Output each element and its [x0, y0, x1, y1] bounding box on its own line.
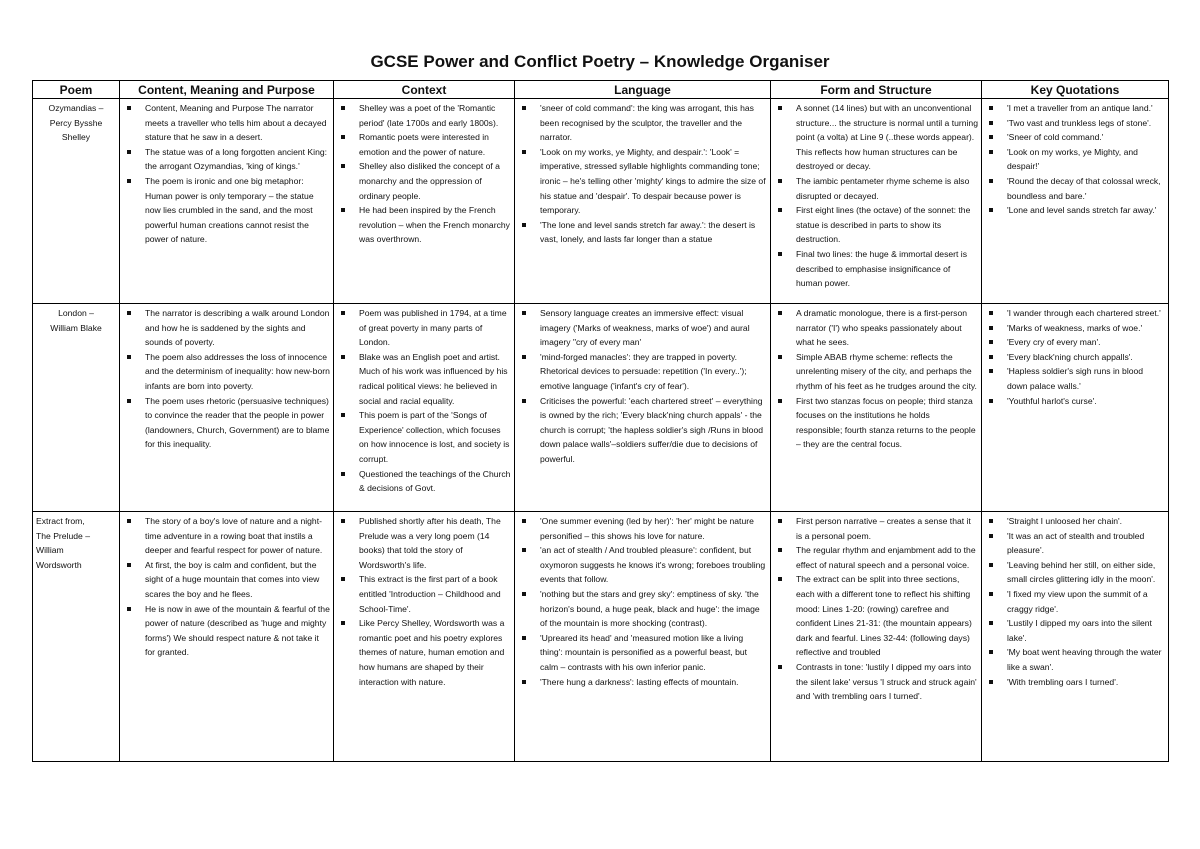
poem-name-cell: [33, 512, 120, 762]
language-item-list: [518, 514, 767, 689]
quotation-item-list: [985, 101, 1165, 218]
context-item: Published shortly after his death, The Prelude was a very long poem (14 books) that told the story of Wordsworth's life.: [337, 514, 511, 572]
language-item-list: [518, 101, 767, 247]
language-cell: [515, 304, 771, 512]
quotation-item: 'Sneer of cold command.': [985, 130, 1165, 145]
poem-name-line: Ozymandias –: [48, 103, 104, 113]
context-item-list: [337, 514, 511, 689]
poem-name-line: William Blake: [50, 322, 102, 333]
form-item: Final two lines: the huge & immortal desert is described to emphasise insignificance of human power.: [774, 247, 978, 291]
poem-name: [36, 306, 116, 335]
form-item: Simple ABAB rhyme scheme: reflects the unrelenting misery of the city, and perhaps the rhythm of his feet as he trudges around the city.: [774, 350, 978, 394]
form-item: A dramatic monologue, there is a first-person narrator ('I') who speaks passionately about what he sees.: [774, 306, 978, 350]
table-row: [33, 304, 1169, 512]
context-cell: [334, 304, 515, 512]
language-item: 'an act of stealth / And troubled pleasure': confident, but oxymoron suggests he knows it's wrong; foreboes troubling events that follow.: [518, 543, 767, 587]
header-quotations: Key Quotations: [982, 81, 1169, 99]
context-item: Shelley also disliked the concept of a monarchy and the oppression of ordinary people.: [337, 159, 511, 203]
quotation-item: 'I wander through each chartered street.': [985, 306, 1165, 321]
content-item: The story of a boy's love of nature and a night-time adventure in a rowing boat that instils a deeper and fearful respect for power of nature.: [123, 514, 330, 558]
context-cell: [334, 512, 515, 762]
header-content: Content, Meaning and Purpose: [120, 81, 334, 99]
knowledge-organiser-table: [32, 80, 1169, 762]
header-row: [33, 81, 1169, 99]
content-item: The poem uses rhetoric (persuasive techniques) to convince the reader that the people in power (landowners, Church, Government) are to blame for this inequality.: [123, 394, 330, 452]
content-cell: [120, 512, 334, 762]
header-poem: Poem: [33, 81, 120, 99]
context-item: Shelley was a poet of the 'Romantic period' (late 1700s and early 1800s).: [337, 101, 511, 130]
context-item: Questioned the teachings of the Church & decisions of Govt.: [337, 467, 511, 496]
form-cell: [771, 99, 982, 304]
quotation-item-list: [985, 306, 1165, 408]
poem-name-line: William: [36, 545, 64, 556]
quotation-item: 'I met a traveller from an antique land.': [985, 101, 1165, 116]
context-item: This poem is part of the 'Songs of Experience' collection, which focuses on how innocence is lost, and society is corrupt.: [337, 408, 511, 466]
quotation-item: 'Every black'ning church appalls'.: [985, 350, 1165, 365]
form-item: The iambic pentameter rhyme scheme is also disrupted or decayed.: [774, 174, 978, 203]
table-row: [33, 99, 1169, 304]
context-item: Like Percy Shelley, Wordsworth was a romantic poet and his poetry explores themes of nature, human emotion and how humans are shaped by their interaction with nature.: [337, 616, 511, 689]
form-item: The regular rhythm and enjambment add to the effect of natural speech and a personal voice.: [774, 543, 978, 572]
content-item: Content, Meaning and Purpose The narrator meets a traveller who tells him about a decayed stature that he saw in a desert.: [123, 101, 330, 145]
context-item: He had been inspired by the French revolution – when the French monarchy was overthrown.: [337, 203, 511, 247]
content-cell: [120, 99, 334, 304]
quotation-item: 'My boat went heaving through the water like a swan'.: [985, 645, 1165, 674]
content-item: The poem also addresses the loss of innocence and the determinism of inequality: how new-born infants are born into poverty.: [123, 350, 330, 394]
quotation-item: 'Lone and level sands stretch far away.': [985, 203, 1165, 218]
form-item-list: [774, 514, 978, 704]
quotation-item: 'I fixed my view upon the summit of a craggy ridge'.: [985, 587, 1165, 616]
form-item: First eight lines (the octave) of the sonnet: the statue is described in parts to show its destruction.: [774, 203, 978, 247]
language-item: 'Look on my works, ye Mighty, and despair.': 'Look' = imperative, stressed syllable highlights commanding tone; ironic – he's telling other 'mighty' kings to admire the size of his statue and 'despair'. To despair because power is temporary.: [518, 145, 767, 218]
content-item-list: [123, 101, 330, 247]
context-item-list: [337, 306, 511, 496]
context-item: Poem was published in 1794, at a time of great poverty in many parts of London.: [337, 306, 511, 350]
content-item: The poem is ironic and one big metaphor: Human power is only temporary – the statue now lies crumbled in the sand, and the most powerful human creations cannot resist the power of nature.: [123, 174, 330, 247]
form-item: A sonnet (14 lines) but with an unconventional structure... the structure is normal until a turning point (a volta) at Line 9 (..these words appear). This reflects how human structures can be destroyed or decay.: [774, 101, 978, 174]
page-title: GCSE Power and Conflict Poetry – Knowledge Organiser: [370, 52, 830, 71]
form-cell: [771, 304, 982, 512]
form-item: First person narrative – creates a sense that it is a personal poem.: [774, 514, 978, 543]
form-item: Contrasts in tone: 'lustily I dipped my oars into the silent lake' versus 'I struck and struck again' and 'with trembling oars I turned'.: [774, 660, 978, 704]
language-item: 'The lone and level sands stretch far away.': the desert is vast, lonely, and lasts far longer than a statue: [518, 218, 767, 247]
quotation-item: 'Two vast and trunkless legs of stone'.: [985, 116, 1165, 131]
language-cell: [515, 99, 771, 304]
content-item: The statue was of a long forgotten ancient King: the arrogant Ozymandias, 'king of kings.': [123, 145, 330, 174]
poem-name-line: London –: [58, 308, 94, 318]
language-item: 'One summer evening (led by her)': 'her' might be nature personified – this shows his love for nature.: [518, 514, 767, 543]
poem-name-line: Extract from,: [36, 516, 85, 526]
poem-name-line: The Prelude –: [36, 530, 90, 541]
content-item-list: [123, 306, 330, 452]
quotation-item-list: [985, 514, 1165, 689]
header-context: Context: [334, 81, 515, 99]
poem-name: [36, 101, 116, 145]
form-cell: [771, 512, 982, 762]
poem-name: [36, 514, 116, 572]
language-item: 'Upreared its head' and 'measured motion like a living thing': mountain is personified as a powerful beast, but calm – contrasts with his own inferior panic.: [518, 631, 767, 675]
language-item: 'mind-forged manacles': they are trapped in poverty. Rhetorical devices to persuade: repetition ('In every..'); emotive language ('infant's cry of fear').: [518, 350, 767, 394]
quotation-item: 'Leaving behind her still, on either side, small circles glittering idly in the moon'.: [985, 558, 1165, 587]
content-item: He is now in awe of the mountain & fearful of the power of nature (described as 'huge and mighty forms') We should respect nature & not take it for granted.: [123, 602, 330, 660]
language-item: 'nothing but the stars and grey sky': emptiness of sky. 'the horizon's bound, a huge peak, black and huge': the image of the mountain is more shocking (contrast).: [518, 587, 767, 631]
quotation-item: 'Marks of weakness, marks of woe.': [985, 321, 1165, 336]
quotation-item: 'Look on my works, ye Mighty, and despair!': [985, 145, 1165, 174]
quotation-item: 'Straight I unloosed her chain'.: [985, 514, 1165, 529]
form-item: First two stanzas focus on people; third stanza focuses on the institutions he holds responsible; fourth stanza returns to the people – they are the central focus.: [774, 394, 978, 452]
quotations-cell: [982, 99, 1169, 304]
poem-name-line: Percy Bysshe: [49, 117, 103, 128]
form-item: The extract can be split into three sections, each with a different tone to reflect his shifting mood: Lines 1-20: (rowing) carefree and confident Lines 21-31: (the mountain appears) dark and fearful. Lines 32-44: (following days) reflective and troubled: [774, 572, 978, 660]
language-cell: [515, 512, 771, 762]
quotation-item: 'With trembling oars I turned'.: [985, 675, 1165, 690]
content-item: At first, the boy is calm and confident, but the sight of a huge mountain that comes into view scares the boy and he flees.: [123, 558, 330, 602]
quotations-cell: [982, 304, 1169, 512]
quotation-item: 'Round the decay of that colossal wreck, boundless and bare.': [985, 174, 1165, 203]
header-form: Form and Structure: [771, 81, 982, 99]
quotations-cell: [982, 512, 1169, 762]
language-item: Criticises the powerful: 'each chartered street' – everything is owned by the rich; 'Every black'ning church appals' - the church is corrupt; 'the hapless soldier's sigh /Runs in blood down palace walls'–soldiers suffer/die due to decisions of powerful.: [518, 394, 767, 467]
header-language: Language: [515, 81, 771, 99]
poem-name-cell: [33, 304, 120, 512]
language-item-list: [518, 306, 767, 467]
form-item-list: [774, 306, 978, 452]
context-item: Blake was an English poet and artist. Much of his work was influenced by his radical political views: he believed in social and racial equality.: [337, 350, 511, 408]
content-cell: [120, 304, 334, 512]
language-item: Sensory language creates an immersive effect: visual imagery ('Marks of weakness, marks of woe') and aural imagery "cry of every man': [518, 306, 767, 350]
quotation-item: 'Every cry of every man'.: [985, 335, 1165, 350]
poem-name-cell: [33, 99, 120, 304]
context-item: Romantic poets were interested in emotion and the power of nature.: [337, 130, 511, 159]
quotation-item: 'It was an act of stealth and troubled pleasure'.: [985, 529, 1165, 558]
language-item: 'There hung a darkness': lasting effects of mountain.: [518, 675, 767, 690]
form-item-list: [774, 101, 978, 291]
poem-name-line: Shelley: [61, 132, 91, 143]
quotation-item: 'Hapless soldier's sigh runs in blood down palace walls.': [985, 364, 1165, 393]
content-item-list: [123, 514, 330, 660]
context-item-list: [337, 101, 511, 247]
quotation-item: 'Youthful harlot's curse'.: [985, 394, 1165, 409]
language-item: 'sneer of cold command': the king was arrogant, this has been recognised by the sculptor, the traveller and the narrator.: [518, 101, 767, 145]
content-item: The narrator is describing a walk around London and how he is saddened by the sights and sounds of poverty.: [123, 306, 330, 350]
table-row: [33, 512, 1169, 762]
quotation-item: 'Lustily I dipped my oars into the silent lake'.: [985, 616, 1165, 645]
context-item: This extract is the first part of a book entitled 'Introduction – Childhood and School-Time'.: [337, 572, 511, 616]
poem-name-line: Wordsworth: [36, 559, 82, 570]
context-cell: [334, 99, 515, 304]
